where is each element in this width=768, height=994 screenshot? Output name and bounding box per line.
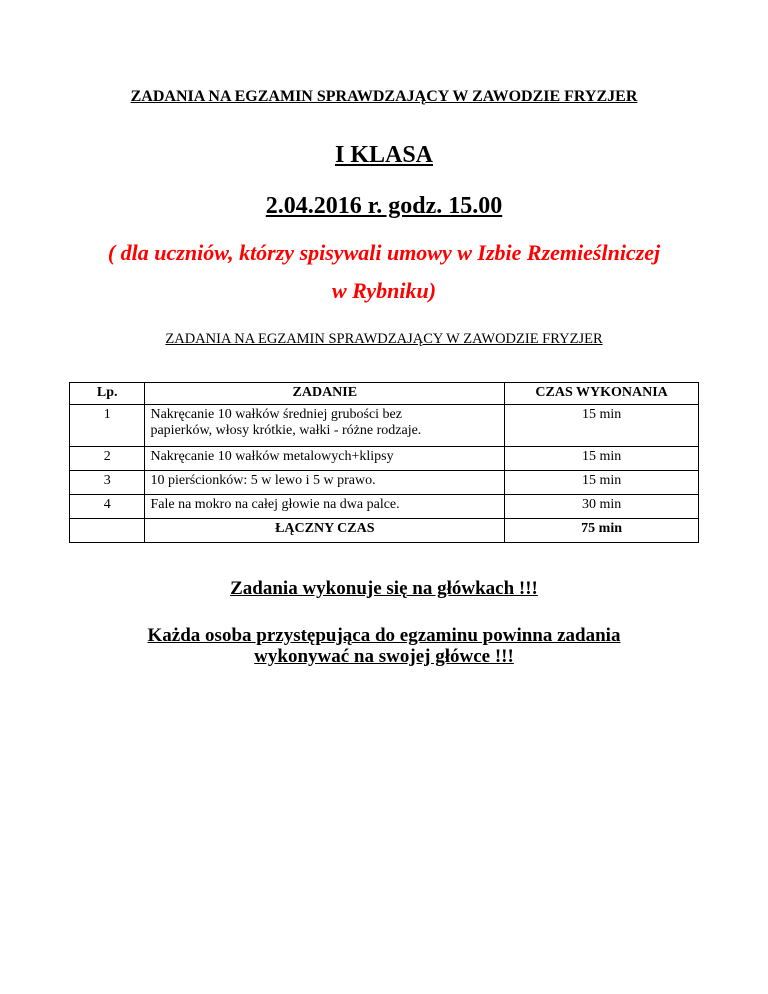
- summary-line-2: Każda osoba przystępująca do egzaminu powinna zadania: [147, 625, 621, 646]
- total-value: 75 min: [505, 519, 699, 543]
- row-task: Nakręcanie 10 wałków metalowych+klipsy: [145, 447, 505, 471]
- summary-line-1: Zadania wykonuje się na główkach !!!: [230, 578, 538, 599]
- row-task: [145, 405, 505, 447]
- header-time: CZAS WYKONANIA: [505, 383, 699, 405]
- document-heading: ZADANIA NA EGZAMIN SPRAWDZAJĄCY W ZAWODZIE FRYZJER: [130, 88, 638, 105]
- row-time: 15 min: [505, 447, 699, 471]
- table-row: [70, 471, 699, 495]
- table-row: [70, 405, 699, 447]
- table-row: [70, 447, 699, 471]
- table-total-row: [70, 519, 699, 543]
- row-time: 30 min: [505, 495, 699, 519]
- table-header-row: [70, 383, 699, 405]
- note-line-1: ( dla uczniów, którzy spisywali umowy w Izbie Rzemieślniczej: [107, 240, 661, 265]
- row-lp: 3: [70, 471, 145, 495]
- row-time: 15 min: [505, 471, 699, 495]
- header-lp: Lp.: [70, 383, 145, 405]
- class-label: I KLASA: [334, 142, 434, 168]
- row-task-line: papierków, włosy krótkie, wałki - różne rodzaje.: [150, 423, 422, 438]
- header-task: ZADANIE: [145, 383, 505, 405]
- row-task-line: Nakręcanie 10 wałków średniej grubości bez: [150, 407, 402, 422]
- row-lp: 2: [70, 447, 145, 471]
- tasks-table: [69, 382, 699, 543]
- row-lp: 1: [70, 405, 145, 447]
- total-empty-cell: [70, 519, 145, 543]
- summary-line-3: wykonywać na swojej główce !!!: [254, 646, 514, 667]
- row-lp: 4: [70, 495, 145, 519]
- exam-date-time: 2.04.2016 r. godz. 15.00: [265, 193, 503, 219]
- note-line-2: w Rybniku): [331, 278, 437, 303]
- table-heading: ZADANIA NA EGZAMIN SPRAWDZAJĄCY W ZAWODZIE FRYZJER: [165, 331, 603, 347]
- row-task: 10 pierścionków: 5 w lewo i 5 w prawo.: [145, 471, 505, 495]
- row-task: Fale na mokro na całej głowie na dwa palce.: [145, 495, 505, 519]
- total-label: ŁĄCZNY CZAS: [145, 519, 505, 543]
- row-time: 15 min: [505, 405, 699, 447]
- table-row: [70, 495, 699, 519]
